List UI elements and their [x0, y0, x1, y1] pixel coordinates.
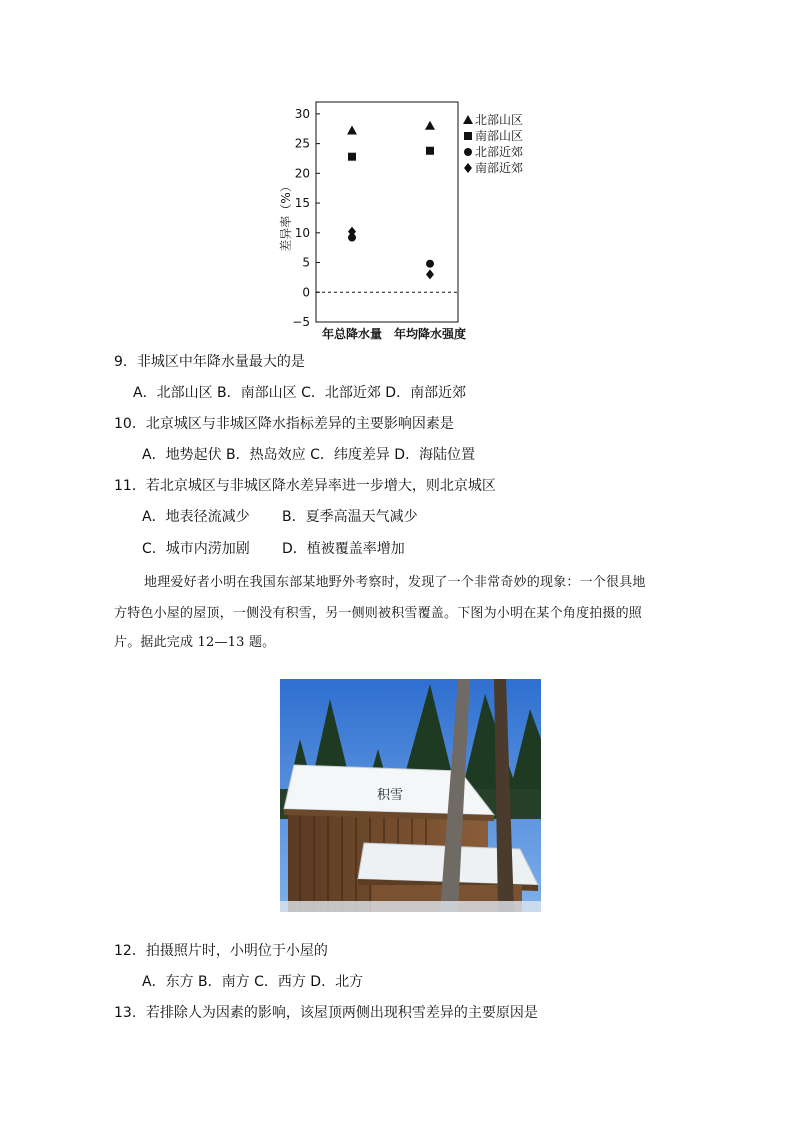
y-tick-label: 5 [302, 255, 310, 270]
data-point-triangle [425, 121, 435, 130]
data-point-diamond [426, 269, 434, 279]
question-11-option-b: B．夏季高温天气减少 [282, 509, 418, 525]
question-10-stem: 10．北京城区与非城区降水指标差异的主要影响因素是 [114, 416, 454, 432]
x-category-label: 年均降水强度 [393, 327, 467, 341]
legend-marker-diamond [464, 163, 472, 173]
intro-line-3: 片。据此完成 12—13 题。 [114, 635, 276, 650]
x-category-label: 年总降水量 [321, 327, 383, 341]
snow-label: 积雪 [377, 788, 404, 803]
legend-label: 南部近郊 [475, 161, 524, 175]
question-9-options: A．北部山区 B．南部山区 C．北部近郊 D．南部近郊 [133, 385, 467, 401]
intro-line-1: 地理爱好者小明在我国东部某地野外考察时，发现了一个非常奇妙的现象：一个很具地 [144, 575, 646, 590]
y-tick-label: 0 [302, 285, 310, 300]
question-11-stem: 11．若北京城区与非城区降水差异率进一步增大，则北京城区 [114, 478, 496, 494]
legend-marker-circle [464, 148, 472, 156]
data-point-circle [426, 260, 434, 268]
y-axis-label: 差异率（%） [279, 180, 293, 252]
legend-label: 南部山区 [475, 129, 524, 143]
legend-marker-triangle [463, 115, 473, 124]
question-11-option-c: C．城市内涝加剧 [142, 541, 250, 557]
question-11-option-d: D．植被覆盖率增加 [282, 541, 405, 557]
question-13-stem: 13．若排除人为因素的影响，该屋顶两侧出现积雪差异的主要原因是 [114, 1005, 538, 1021]
y-tick-label: −5 [292, 315, 310, 329]
question-9-stem: 9．非城区中年降水量最大的是 [114, 354, 305, 370]
y-tick-label: 25 [294, 136, 310, 151]
precipitation-difference-chart [270, 96, 540, 348]
snow-roof-cabin-photo [280, 679, 541, 912]
data-point-square [348, 153, 356, 161]
y-tick-label: 30 [294, 106, 310, 121]
data-point-square [426, 147, 434, 155]
y-tick-label: 10 [294, 225, 310, 240]
intro-line-2: 方特色小屋的屋顶，一侧没有积雪，另一侧则被积雪覆盖。下图为小明在某个角度拍摄的照 [114, 606, 643, 621]
y-tick-label: 20 [294, 166, 310, 181]
question-10-options: A．地势起伏 B．热岛效应 C．纬度差异 D．海陆位置 [142, 447, 476, 463]
question-12-stem: 12．拍摄照片时，小明位于小屋的 [114, 943, 328, 959]
question-12-options: A．东方 B．南方 C．西方 D．北方 [142, 974, 364, 990]
plot-frame [316, 102, 458, 322]
legend-marker-square [464, 132, 472, 140]
legend-label: 北部近郊 [475, 145, 524, 159]
legend-label: 北部山区 [475, 113, 524, 127]
data-point-triangle [347, 126, 357, 135]
question-11-option-a: A．地表径流减少 [142, 509, 250, 525]
y-tick-label: 15 [294, 196, 310, 211]
